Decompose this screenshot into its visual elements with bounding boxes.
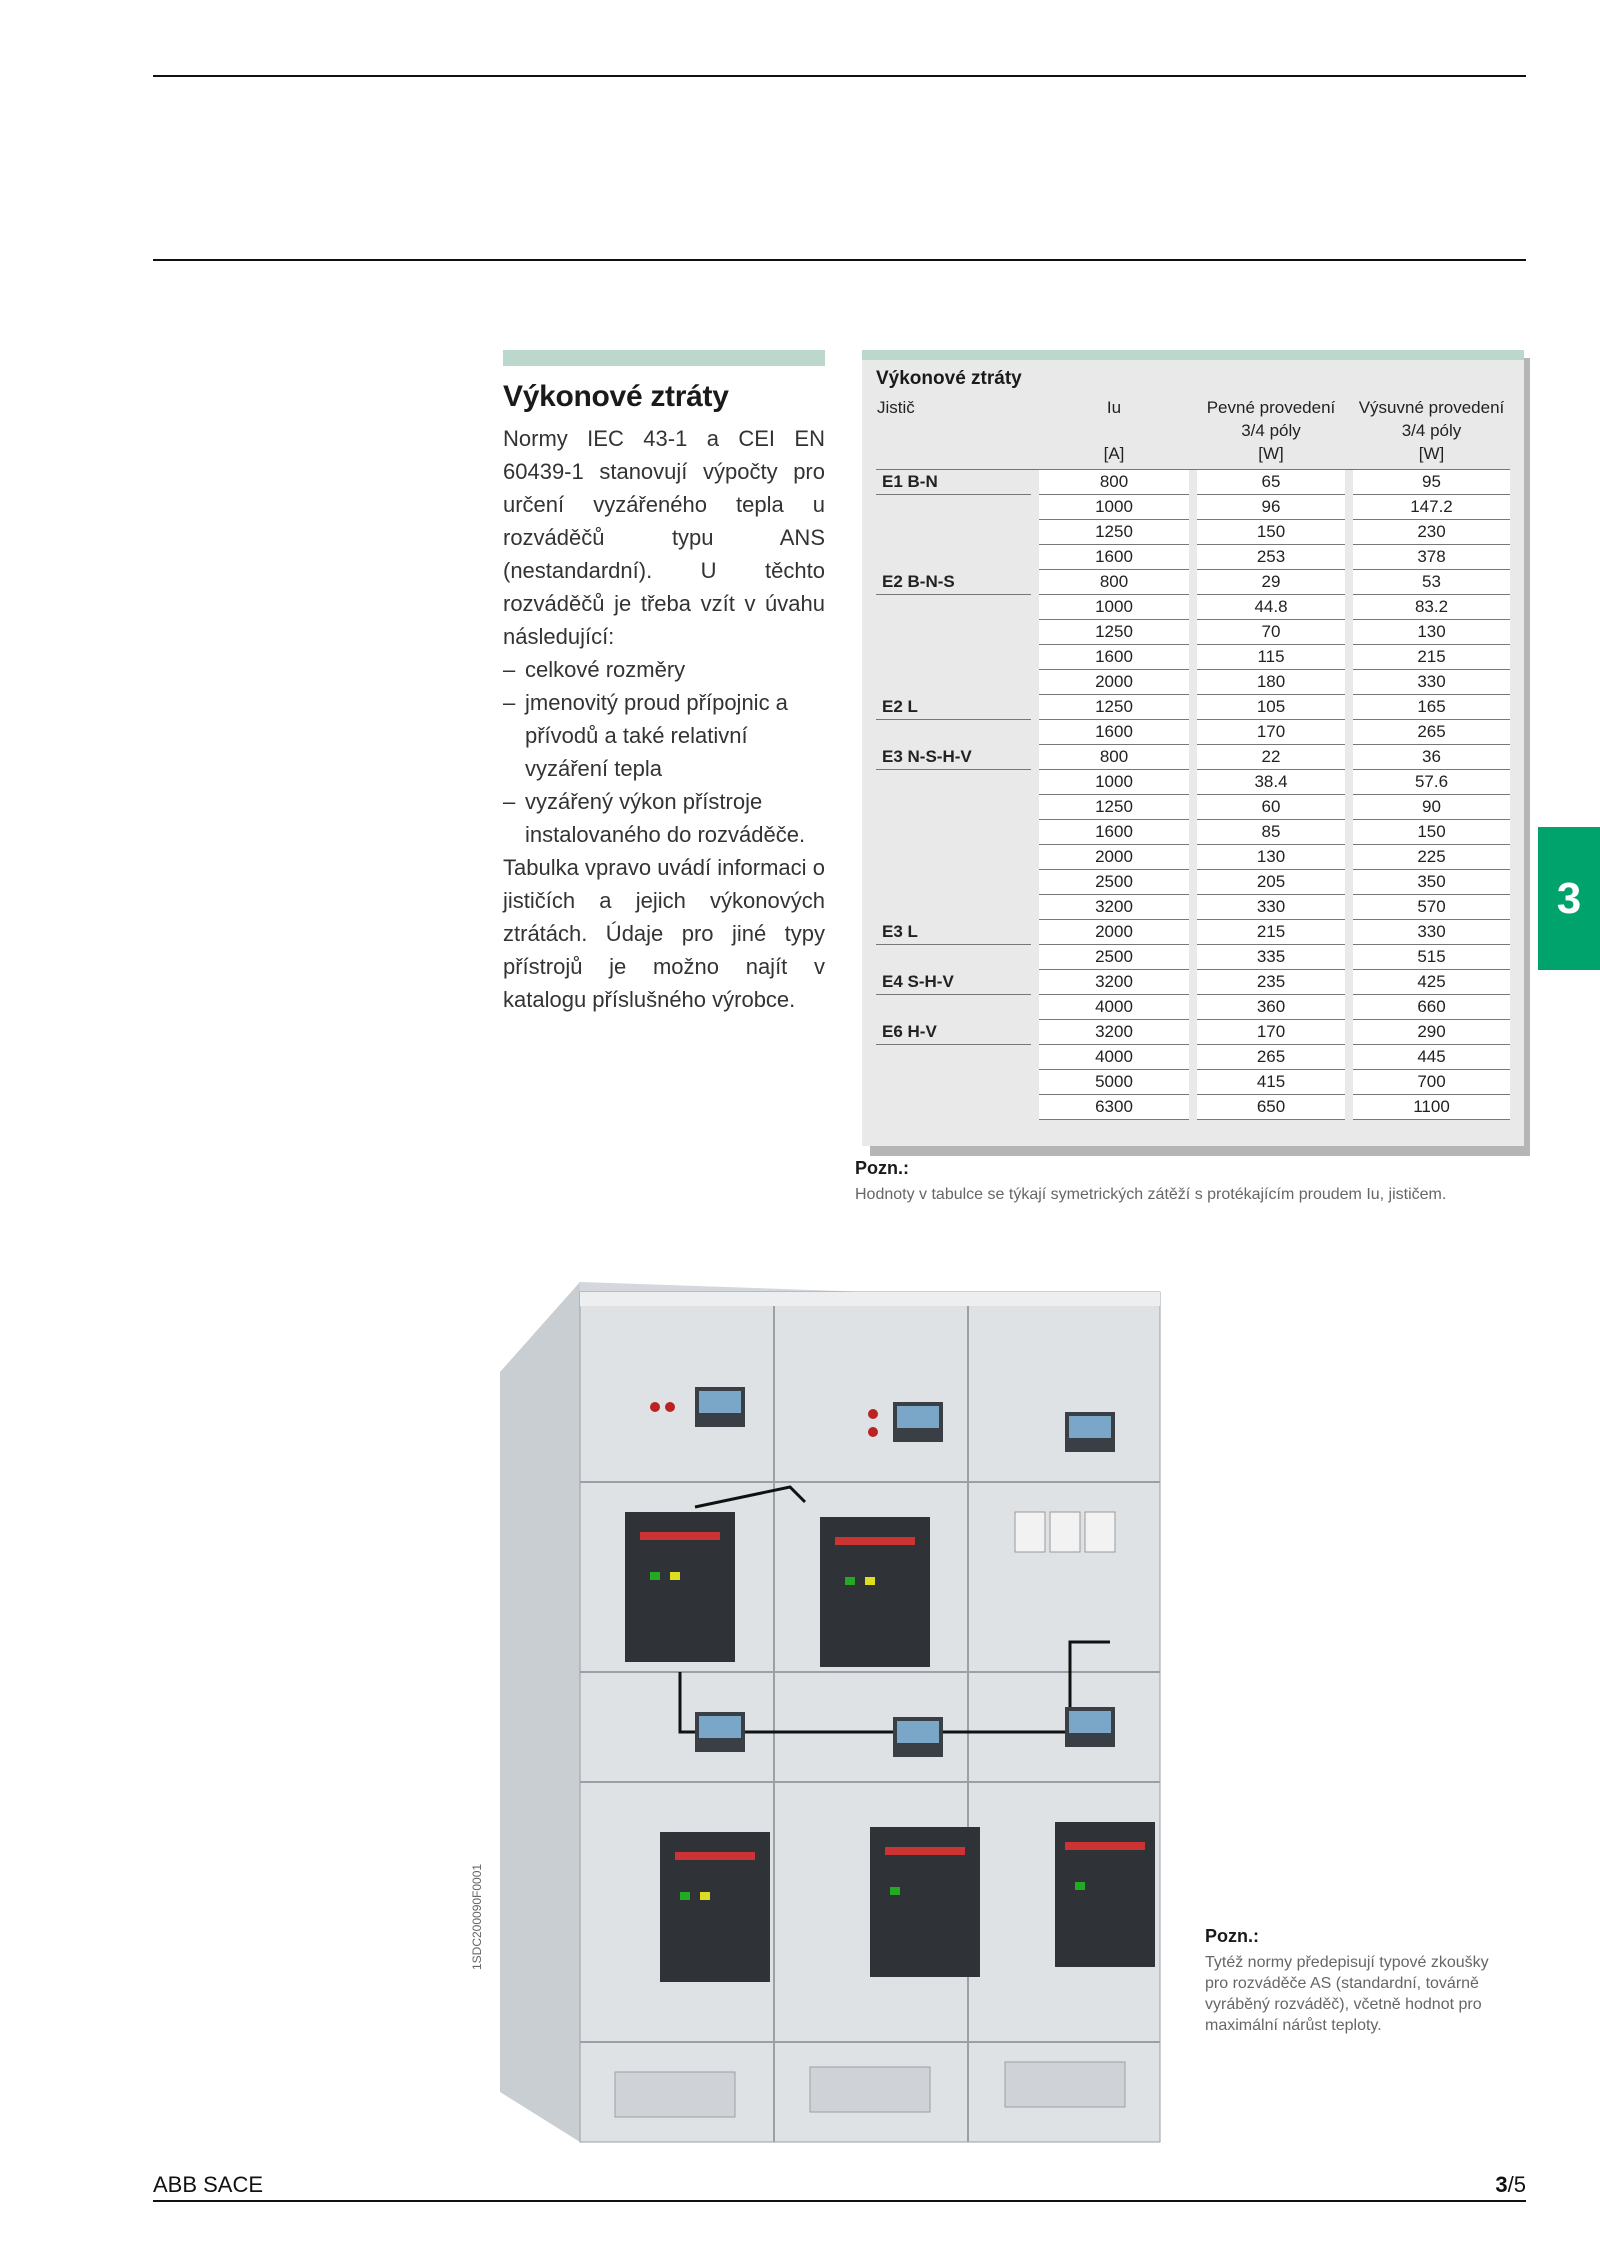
fixed-loss-cell: 360 — [1197, 995, 1345, 1020]
withdrawable-loss-cell: 130 — [1353, 620, 1510, 645]
table-row — [876, 1045, 1510, 1070]
column-gap — [1345, 845, 1353, 870]
iu-cell: 1250 — [1039, 795, 1189, 820]
fixed-loss-cell: 60 — [1197, 795, 1345, 820]
column-gap — [1345, 920, 1353, 945]
withdrawable-loss-cell: 330 — [1353, 670, 1510, 695]
fixed-loss-cell: 170 — [1197, 720, 1345, 745]
column-gap — [1345, 945, 1353, 970]
table-header-row — [876, 395, 1510, 470]
iu-cell: 3200 — [1039, 895, 1189, 920]
column-gap — [1345, 520, 1353, 545]
column-gap — [1345, 570, 1353, 595]
withdrawable-loss-cell: 230 — [1353, 520, 1510, 545]
table-row — [876, 520, 1510, 545]
breaker-empty-cell — [876, 670, 1031, 695]
column-gap — [1189, 770, 1197, 795]
column-gap — [1189, 695, 1197, 720]
iu-cell: 1000 — [1039, 595, 1189, 620]
column-gap — [1345, 745, 1353, 770]
table-row — [876, 695, 1510, 720]
column-gap — [1031, 870, 1039, 895]
column-gap — [1031, 620, 1039, 645]
column-gap — [1189, 1020, 1197, 1045]
bullet-list — [503, 653, 825, 851]
breaker-empty-cell — [876, 1095, 1031, 1120]
column-gap — [1031, 845, 1039, 870]
withdrawable-loss-cell: 330 — [1353, 920, 1510, 945]
withdrawable-loss-cell: 570 — [1353, 895, 1510, 920]
header-withdrawable: Výsuvné provedení 3/4 póly [W] — [1353, 395, 1510, 470]
column-gap — [1189, 470, 1197, 495]
switchgear-photo — [500, 1272, 1170, 2152]
fixed-loss-cell: 253 — [1197, 545, 1345, 570]
fixed-loss-cell: 215 — [1197, 920, 1345, 945]
fixed-loss-cell: 96 — [1197, 495, 1345, 520]
withdrawable-loss-cell: 265 — [1353, 720, 1510, 745]
fixed-loss-cell: 170 — [1197, 1020, 1345, 1045]
column-gap — [1189, 970, 1197, 995]
breaker-empty-cell — [876, 820, 1031, 845]
fixed-loss-cell: 29 — [1197, 570, 1345, 595]
column-gap — [1031, 520, 1039, 545]
fixed-loss-cell: 335 — [1197, 945, 1345, 970]
table-row — [876, 720, 1510, 745]
column-gap — [1189, 1045, 1197, 1070]
closing-paragraph: Tabulka vpravo uvádí informaci o jističích a jejich výkonových ztrátách. Údaje pro jiné typy přístrojů je možno najít v katalogu příslušného výrobce. — [503, 855, 825, 1012]
iu-cell: 1600 — [1039, 720, 1189, 745]
column-gap — [1345, 1020, 1353, 1045]
breaker-type-cell: E1 B-N — [876, 470, 1031, 495]
bullet-item: – celkové rozměry — [503, 653, 825, 686]
iu-cell: 800 — [1039, 570, 1189, 595]
column-gap — [1031, 720, 1039, 745]
breaker-empty-cell — [876, 595, 1031, 620]
column-gap — [1189, 545, 1197, 570]
withdrawable-loss-cell: 425 — [1353, 970, 1510, 995]
iu-cell: 4000 — [1039, 995, 1189, 1020]
withdrawable-loss-cell: 350 — [1353, 870, 1510, 895]
column-gap — [1345, 670, 1353, 695]
column-gap — [1031, 920, 1039, 945]
column-gap — [1345, 1045, 1353, 1070]
intro-section — [503, 350, 825, 1016]
column-gap — [1345, 645, 1353, 670]
column-gap — [1345, 870, 1353, 895]
column-gap — [1031, 795, 1039, 820]
footer-rule — [153, 2200, 1526, 2202]
footer-page-number: 3/5 — [1495, 2172, 1526, 2197]
column-gap — [1345, 770, 1353, 795]
column-gap — [1189, 795, 1197, 820]
column-gap — [1189, 1070, 1197, 1095]
iu-cell: 1250 — [1039, 695, 1189, 720]
bullet-item: – vyzářený výkon přístroje instalovaného do rozváděče. — [503, 785, 825, 851]
table-row — [876, 1020, 1510, 1045]
header-fixed: Pevné provedení 3/4 póly [W] — [1197, 395, 1345, 470]
breaker-empty-cell — [876, 845, 1031, 870]
iu-cell: 1000 — [1039, 770, 1189, 795]
column-gap — [1345, 595, 1353, 620]
column-gap — [1345, 545, 1353, 570]
fixed-loss-cell: 38.4 — [1197, 770, 1345, 795]
withdrawable-loss-cell: 147.2 — [1353, 495, 1510, 520]
withdrawable-loss-cell: 165 — [1353, 695, 1510, 720]
column-gap — [1345, 620, 1353, 645]
column-gap — [1345, 970, 1353, 995]
column-gap — [1189, 520, 1197, 545]
table-row — [876, 645, 1510, 670]
column-gap — [1345, 795, 1353, 820]
iu-cell: 1600 — [1039, 645, 1189, 670]
header-rule — [153, 259, 1526, 261]
column-gap — [1189, 620, 1197, 645]
iu-cell: 1250 — [1039, 620, 1189, 645]
column-gap — [1031, 970, 1039, 995]
fixed-loss-cell: 115 — [1197, 645, 1345, 670]
breaker-empty-cell — [876, 520, 1031, 545]
withdrawable-loss-cell: 57.6 — [1353, 770, 1510, 795]
table-row — [876, 995, 1510, 1020]
table-row — [876, 595, 1510, 620]
fixed-loss-cell: 265 — [1197, 1045, 1345, 1070]
table-row — [876, 895, 1510, 920]
table-row — [876, 670, 1510, 695]
column-gap — [1189, 670, 1197, 695]
breaker-empty-cell — [876, 895, 1031, 920]
fixed-loss-cell: 205 — [1197, 870, 1345, 895]
iu-cell: 3200 — [1039, 1020, 1189, 1045]
table-body — [876, 470, 1510, 1120]
column-gap — [1345, 695, 1353, 720]
table-row — [876, 795, 1510, 820]
header-iu: Iu [A] — [1039, 395, 1189, 470]
withdrawable-loss-cell: 150 — [1353, 820, 1510, 845]
breaker-empty-cell — [876, 645, 1031, 670]
breaker-empty-cell — [876, 945, 1031, 970]
column-gap — [1189, 1095, 1197, 1120]
column-gap — [1031, 695, 1039, 720]
iu-cell: 1600 — [1039, 820, 1189, 845]
column-gap — [1189, 595, 1197, 620]
iu-cell: 2000 — [1039, 920, 1189, 945]
iu-cell: 1600 — [1039, 545, 1189, 570]
column-gap — [1189, 495, 1197, 520]
column-gap — [1189, 845, 1197, 870]
iu-cell: 5000 — [1039, 1070, 1189, 1095]
breaker-empty-cell — [876, 1070, 1031, 1095]
table-row — [876, 620, 1510, 645]
breaker-type-cell: E2 B-N-S — [876, 570, 1031, 595]
footer-company: ABB SACE — [153, 2172, 264, 2197]
breaker-empty-cell — [876, 995, 1031, 1020]
iu-cell: 2000 — [1039, 845, 1189, 870]
iu-cell: 2500 — [1039, 945, 1189, 970]
iu-cell: 800 — [1039, 470, 1189, 495]
column-gap — [1189, 570, 1197, 595]
chapter-tab: 3 — [1538, 827, 1600, 970]
fixed-loss-cell: 235 — [1197, 970, 1345, 995]
column-gap — [1031, 745, 1039, 770]
breaker-empty-cell — [876, 620, 1031, 645]
column-gap — [1031, 1095, 1039, 1120]
iu-cell: 2500 — [1039, 870, 1189, 895]
table-row — [876, 920, 1510, 945]
iu-cell: 800 — [1039, 745, 1189, 770]
section-accent-bar — [503, 350, 825, 366]
column-gap — [1031, 770, 1039, 795]
breaker-empty-cell — [876, 545, 1031, 570]
column-gap — [1189, 945, 1197, 970]
table-row — [876, 945, 1510, 970]
withdrawable-loss-cell: 660 — [1353, 995, 1510, 1020]
power-loss-table — [876, 395, 1510, 1120]
withdrawable-loss-cell: 1100 — [1353, 1095, 1510, 1120]
column-gap — [1189, 895, 1197, 920]
intro-paragraph: Normy IEC 43-1 a CEI EN 60439-1 stanovují výpočty pro určení vyzářeného tepla u rozváděčů typu ANS (nestandardní). U těchto rozváděčů je třeba vzít v úvahu následující: — [503, 426, 825, 649]
breaker-type-cell: E3 N-S-H-V — [876, 745, 1031, 770]
fixed-loss-cell: 130 — [1197, 845, 1345, 870]
table-row — [876, 495, 1510, 520]
table-row — [876, 745, 1510, 770]
breaker-empty-cell — [876, 720, 1031, 745]
column-gap — [1345, 495, 1353, 520]
column-gap — [1189, 645, 1197, 670]
fixed-loss-cell: 85 — [1197, 820, 1345, 845]
breaker-empty-cell — [876, 870, 1031, 895]
column-gap — [1189, 920, 1197, 945]
fixed-loss-cell: 65 — [1197, 470, 1345, 495]
column-gap — [1031, 470, 1039, 495]
breaker-empty-cell — [876, 495, 1031, 520]
withdrawable-loss-cell: 445 — [1353, 1045, 1510, 1070]
column-gap — [1031, 570, 1039, 595]
column-gap — [1031, 895, 1039, 920]
withdrawable-loss-cell: 95 — [1353, 470, 1510, 495]
table-row — [876, 820, 1510, 845]
header-breaker: Jistič — [876, 395, 1031, 470]
column-gap — [1345, 995, 1353, 1020]
breaker-type-cell: E4 S-H-V — [876, 970, 1031, 995]
fixed-loss-cell: 150 — [1197, 520, 1345, 545]
table-title: Výkonové ztráty — [876, 368, 1022, 389]
column-gap — [1031, 995, 1039, 1020]
iu-cell: 1250 — [1039, 520, 1189, 545]
withdrawable-loss-cell: 83.2 — [1353, 595, 1510, 620]
table-accent-bar — [862, 350, 1524, 360]
withdrawable-loss-cell: 215 — [1353, 645, 1510, 670]
top-rule — [153, 75, 1526, 77]
withdrawable-loss-cell: 90 — [1353, 795, 1510, 820]
column-gap — [1031, 645, 1039, 670]
withdrawable-loss-cell: 515 — [1353, 945, 1510, 970]
column-gap — [1189, 870, 1197, 895]
column-gap — [1345, 720, 1353, 745]
table-row — [876, 1070, 1510, 1095]
fixed-loss-cell: 22 — [1197, 745, 1345, 770]
withdrawable-loss-cell: 53 — [1353, 570, 1510, 595]
column-gap — [1189, 995, 1197, 1020]
bullet-item: – jmenovitý proud přípojnic a přívodů a také relativní vyzáření tepla — [503, 686, 825, 785]
iu-cell: 3200 — [1039, 970, 1189, 995]
breaker-type-cell: E6 H-V — [876, 1020, 1031, 1045]
fixed-loss-cell: 70 — [1197, 620, 1345, 645]
iu-cell: 2000 — [1039, 670, 1189, 695]
column-gap — [1031, 1045, 1039, 1070]
column-gap — [1031, 1020, 1039, 1045]
column-gap — [1031, 820, 1039, 845]
column-gap — [1345, 470, 1353, 495]
note-text: Hodnoty v tabulce se týkají symetrických zátěží s protékajícím proudem Iu, jističem. — [855, 1186, 1447, 1203]
column-gap — [1189, 745, 1197, 770]
note-heading: Pozn.: — [855, 1158, 909, 1178]
breaker-empty-cell — [876, 770, 1031, 795]
image-code: 1SDC200090F0001 — [470, 1863, 484, 1970]
breaker-type-cell: E3 L — [876, 920, 1031, 945]
table-row — [876, 1095, 1510, 1120]
note-heading-2: Pozn.: — [1205, 1926, 1259, 1946]
breaker-empty-cell — [876, 1045, 1031, 1070]
column-gap — [1189, 820, 1197, 845]
table-row — [876, 970, 1510, 995]
withdrawable-loss-cell: 225 — [1353, 845, 1510, 870]
column-gap — [1189, 720, 1197, 745]
table-row — [876, 570, 1510, 595]
breaker-empty-cell — [876, 795, 1031, 820]
table-row — [876, 470, 1510, 495]
table-row — [876, 770, 1510, 795]
table-row — [876, 870, 1510, 895]
column-gap — [1345, 1070, 1353, 1095]
column-gap — [1031, 945, 1039, 970]
column-gap — [1031, 670, 1039, 695]
fixed-loss-cell: 105 — [1197, 695, 1345, 720]
iu-cell: 4000 — [1039, 1045, 1189, 1070]
breaker-type-cell: E2 L — [876, 695, 1031, 720]
iu-cell: 1000 — [1039, 495, 1189, 520]
table-row — [876, 845, 1510, 870]
withdrawable-loss-cell: 378 — [1353, 545, 1510, 570]
column-gap — [1031, 1070, 1039, 1095]
fixed-loss-cell: 415 — [1197, 1070, 1345, 1095]
table-row — [876, 545, 1510, 570]
fixed-loss-cell: 180 — [1197, 670, 1345, 695]
column-gap — [1345, 895, 1353, 920]
column-gap — [1345, 1095, 1353, 1120]
power-loss-table-panel — [862, 350, 1524, 1146]
withdrawable-loss-cell: 36 — [1353, 745, 1510, 770]
column-gap — [1031, 545, 1039, 570]
column-gap — [1031, 595, 1039, 620]
note-text-2: Tytéž normy předepisují typové zkoušky pro rozváděče AS (standardní, továrně vyráběný rozváděč), včetně hodnot pro maximální nárůst teploty. — [1205, 1954, 1489, 2034]
column-gap — [1031, 495, 1039, 520]
withdrawable-loss-cell: 700 — [1353, 1070, 1510, 1095]
section-title: Výkonové ztráty — [503, 380, 729, 413]
iu-cell: 6300 — [1039, 1095, 1189, 1120]
withdrawable-loss-cell: 290 — [1353, 1020, 1510, 1045]
column-gap — [1345, 820, 1353, 845]
fixed-loss-cell: 650 — [1197, 1095, 1345, 1120]
fixed-loss-cell: 330 — [1197, 895, 1345, 920]
fixed-loss-cell: 44.8 — [1197, 595, 1345, 620]
